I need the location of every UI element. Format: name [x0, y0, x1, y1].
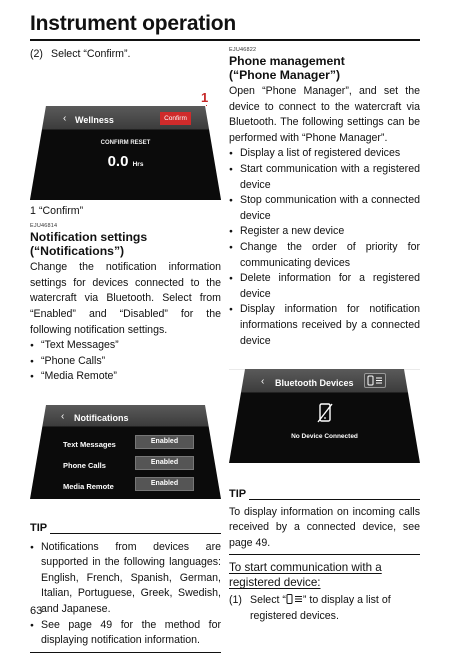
list-item: ● Stop communication with a connected device: [229, 193, 420, 224]
list-item: ● See page 49 for the method for displaying notification information.: [30, 618, 221, 649]
screen-left-bezel: [30, 405, 46, 499]
tip-box-notifications: [30, 521, 221, 653]
step-text: Select “Confirm”.: [51, 48, 131, 60]
screen-title: Wellness: [75, 114, 114, 125]
hours-value: 0.0: [107, 152, 129, 170]
step-number: (1): [229, 594, 242, 607]
caption-text: “Confirm”: [39, 204, 84, 217]
list-item: ● Notifications from devices are supported in the following languages: English, French, Spanish, German, Italian, Portuguese, Greek, Swedish, and Japanese.: [30, 540, 221, 618]
row-label: Phone Calls: [63, 460, 106, 470]
step-1: [229, 593, 420, 624]
notification-bullet-list: [30, 338, 221, 385]
step-text: [250, 593, 420, 624]
screen-top-bar: [30, 106, 221, 130]
list-item: ● Display a list of registered devices: [229, 146, 420, 162]
tip-box-calls: [229, 487, 420, 555]
left-column: [30, 47, 221, 653]
list-item: ● “Text Messages”: [30, 338, 221, 354]
connection-status: No Device Connected: [291, 433, 358, 441]
row-label: Media Remote: [63, 481, 114, 491]
phone-list-button[interactable]: [364, 373, 386, 388]
section-code: EJU46814: [30, 223, 58, 230]
right-column: [229, 47, 420, 627]
list-item: ● Change the order of priority for communicating devices: [229, 240, 420, 271]
callout-number: 1: [201, 89, 209, 105]
hours-readout: [30, 154, 221, 173]
step-text-before: Select “: [250, 594, 286, 607]
confirm-button[interactable]: Confirm: [160, 112, 191, 125]
phone-list-icon: [286, 594, 303, 604]
phone-list-icon: [365, 374, 385, 387]
screen-left-bezel: [30, 106, 46, 200]
hours-unit: Hrs: [132, 160, 144, 168]
phone-manager-bullet-list: [229, 146, 420, 349]
step-number: (2): [30, 48, 43, 60]
tip-list: [30, 540, 221, 649]
confirm-reset-screen: [30, 106, 221, 200]
step-2: [30, 47, 221, 63]
figure-caption: [30, 204, 221, 220]
list-item: ● Start communication with a registered device: [229, 162, 420, 193]
step-text-after: ” to display a list of registered devices.: [250, 594, 391, 623]
enabled-toggle[interactable]: Enabled: [135, 435, 194, 449]
notification-row-phone-calls: [57, 456, 177, 470]
back-chevron-icon[interactable]: ‹: [63, 112, 67, 124]
list-item: ● Delete information for a registered device: [229, 271, 420, 302]
screen-title: Bluetooth Devices: [275, 378, 354, 389]
subsection-heading: To start communication with a registered device:: [229, 561, 382, 590]
screen-top-bar: [229, 369, 420, 393]
screen-top-bar: [30, 405, 221, 427]
no-phone-icon: [317, 403, 333, 423]
confirm-figure: [30, 65, 221, 204]
back-chevron-icon[interactable]: ‹: [61, 410, 65, 422]
enabled-toggle[interactable]: Enabled: [135, 456, 194, 470]
tip-heading: [229, 487, 420, 503]
list-item: ● Register a new device: [229, 224, 420, 240]
section-paragraph: Change the notification information settings for devices connected to the watercraft via Bluetooth. Select from “Enabled” and “Disabled” for the following notification settings.: [30, 261, 221, 336]
page-header: Instrument operation: [30, 12, 237, 35]
notification-row-media-remote: [57, 477, 177, 491]
section-heading-sub: (“Phone Manager”): [229, 68, 341, 82]
notifications-screen: [30, 405, 221, 499]
section-heading: Phone management: [229, 54, 345, 68]
screen-title: Notifications: [74, 412, 129, 423]
tip-rule: [249, 499, 420, 500]
enabled-toggle[interactable]: Enabled: [135, 477, 194, 491]
caption-number: 1: [30, 204, 36, 217]
bluetooth-devices-screen: [229, 369, 420, 463]
section-paragraph: Open “Phone Manager”, and set the device to connect to the watercraft via Bluetooth. The following settings can be performed with “Phone Manager”.: [229, 85, 420, 144]
list-item: ● Display information for notification informations received by a connected device: [229, 302, 420, 349]
header-rule: [30, 39, 420, 41]
row-label: Text Messages: [63, 439, 116, 449]
tip-end-rule: [229, 554, 420, 555]
notification-row-text-messages: [57, 435, 177, 449]
section-code: EJU46822: [229, 47, 257, 53]
list-item: ● “Media Remote”: [30, 369, 221, 385]
tip-rule: [50, 533, 221, 534]
tip-title: TIP: [229, 488, 247, 501]
tip-text: To display information on incoming calls received by a connected device, see page 49.: [229, 505, 420, 549]
section-heading: Notification settings (“Notifications”): [30, 230, 148, 259]
confirm-reset-label: CONFIRM RESET: [100, 139, 151, 146]
page-number: 63: [30, 605, 43, 617]
back-chevron-icon[interactable]: ‹: [261, 376, 265, 388]
tip-heading: [30, 521, 221, 537]
tip-title: TIP: [30, 521, 48, 534]
list-item: ● “Phone Calls”: [30, 354, 221, 370]
